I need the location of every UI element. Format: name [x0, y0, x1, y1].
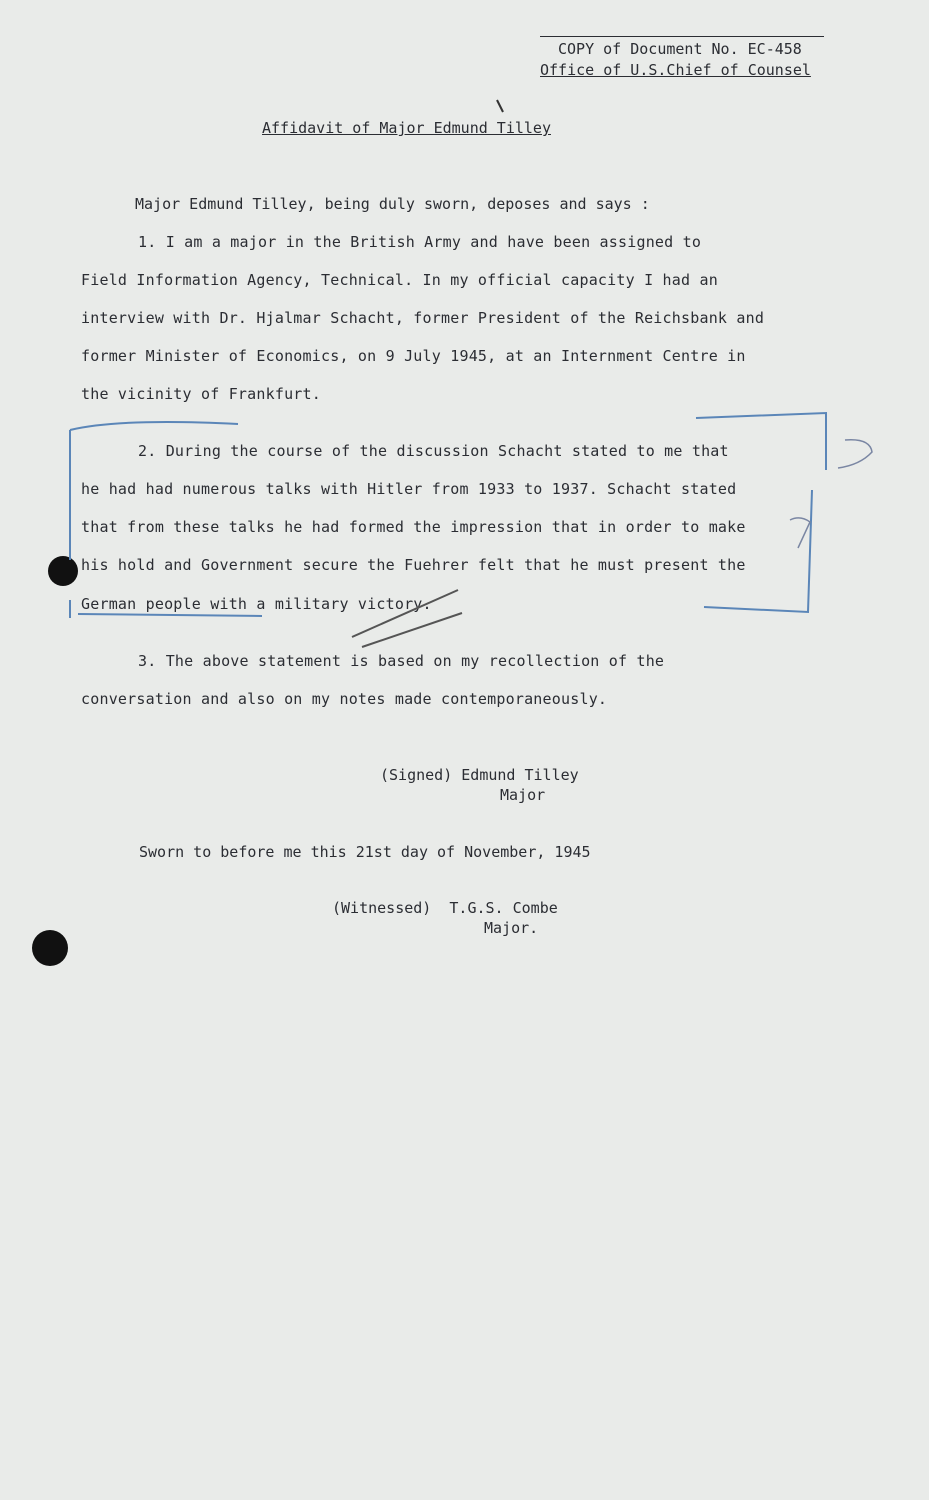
sworn-line: Sworn to before me this 21st day of November, 1945	[139, 843, 591, 861]
para1-line-4: former Minister of Economics, on 9 July 1945, at an Internment Centre in	[81, 347, 746, 365]
para2-line-2: he had had numerous talks with Hitler from 1933 to 1937. Schacht stated	[81, 480, 737, 498]
para2-line-4: his hold and Government secure the Fuehrer felt that he must present the	[81, 556, 746, 574]
para1-line-3: interview with Dr. Hjalmar Schacht, former President of the Reichsbank and	[81, 309, 765, 327]
witness-line: (Witnessed) T.G.S. Combe	[332, 899, 558, 917]
para3-line-2: conversation and also on my notes made contemporaneously.	[81, 690, 608, 708]
intro-line: Major Edmund Tilley, being duly sworn, deposes and says :	[135, 195, 650, 213]
para1-line-2: Field Information Agency, Technical. In my official capacity I had an	[81, 271, 718, 289]
para2-line-5: German people with a military victory.	[81, 595, 432, 613]
para2-line-1: 2. During the course of the discussion Schacht stated to me that	[138, 442, 729, 460]
para1-line-1: 1. I am a major in the British Army and have been assigned to	[138, 233, 702, 251]
header-office-line: Office of U.S.Chief of Counsel	[540, 61, 811, 79]
header-copy-line: COPY of Document No. EC-458	[558, 40, 802, 58]
para2-line-3: that from these talks he had formed the impression that in order to make	[81, 518, 746, 536]
signature-rank: Major	[500, 786, 546, 804]
para3-line-1: 3. The above statement is based on my recollection of the	[138, 652, 665, 670]
document-title: Affidavit of Major Edmund Tilley	[262, 119, 551, 137]
signature-signed: (Signed) Edmund Tilley	[380, 766, 579, 784]
para1-line-5: the vicinity of Frankfurt.	[81, 385, 321, 403]
witness-rank: Major.	[484, 919, 539, 937]
